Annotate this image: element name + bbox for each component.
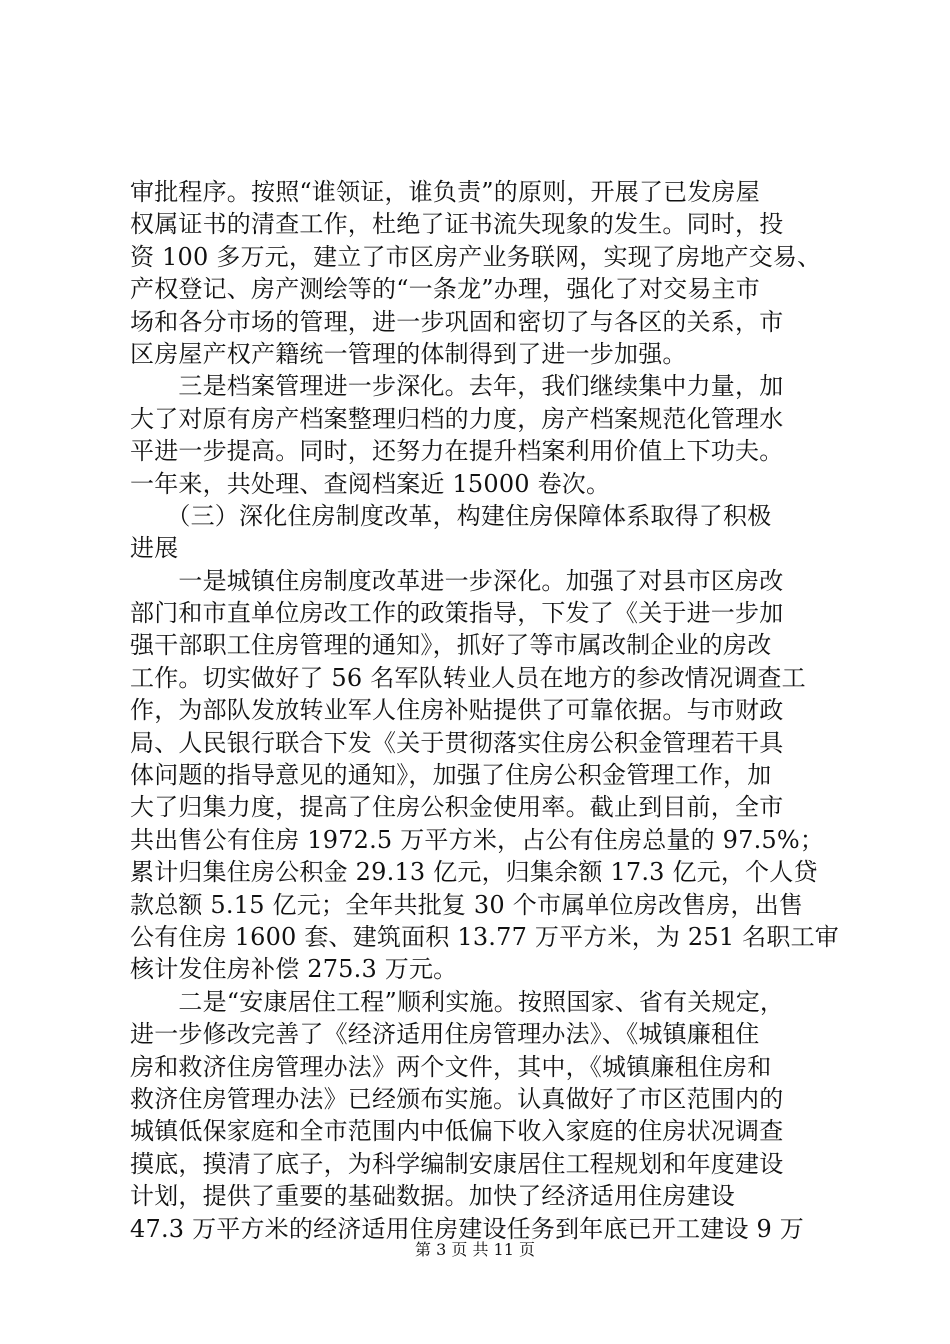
text-line: 一年来，共处理、查阅档案近 15000 卷次。 bbox=[130, 469, 611, 498]
text-line: 局、人民银行联合下发《关于贯彻落实住房公积金管理若干具 bbox=[130, 728, 784, 757]
text-line: 核计发住房补偿 275.3 万元。 bbox=[130, 955, 458, 984]
text-line: 进一步修改完善了《经济适用住房管理办法》、《城镇廉租住 bbox=[130, 1020, 760, 1049]
text-line: 资 100 多万元，建立了市区房产业务联网，实现了房地产交易、 bbox=[130, 242, 822, 271]
text-line: 区房屋产权产籍统一管理的体制得到了进一步加强。 bbox=[130, 339, 687, 368]
text-line: 救济住房管理办法》已经颁布实施。认真做好了市区范围内的 bbox=[130, 1084, 784, 1113]
section-heading-line: 进展 bbox=[130, 534, 179, 563]
text-line: 二是“安康居住工程”顺利实施。按照国家、省有关规定， bbox=[130, 987, 785, 1016]
page-number-footer: 第 3 页 共 11 页 bbox=[415, 1240, 535, 1259]
text-line: 摸底，摸清了底子，为科学编制安康居住工程规划和年度建设 bbox=[130, 1149, 784, 1178]
text-line: 审批程序。按照“谁领证，谁负责”的原则，开展了已发房屋 bbox=[130, 178, 760, 206]
text-line: 体问题的指导意见的通知》，加强了住房公积金管理工作，加 bbox=[130, 761, 772, 790]
text-line: 大了归集力度，提高了住房公积金使用率。截止到目前，全市 bbox=[130, 793, 784, 822]
section-heading-line: （三）深化住房制度改革，构建住房保障体系取得了积极 bbox=[130, 501, 772, 530]
text-line: 权属证书的清查工作，杜绝了证书流失现象的发生。同时，投 bbox=[130, 210, 784, 239]
text-line: 工作。切实做好了 56 名军队转业人员在地方的参改情况调查工 bbox=[130, 663, 806, 692]
text-line: 款总额 5.15 亿元；全年共批复 30 个市属单位房改售房，出售 bbox=[130, 890, 804, 919]
text-line: 一是城镇住房制度改革进一步深化。加强了对县市区房改 bbox=[130, 566, 784, 595]
text-line: 场和各分市场的管理，进一步巩固和密切了与各区的关系，市 bbox=[130, 307, 784, 336]
text-line: 房和救济住房管理办法》两个文件，其中，《城镇廉租住房和 bbox=[130, 1052, 772, 1081]
text-line: 47.3 万平方米的经济适用住房建设任务到年底已开工建设 9 万 bbox=[130, 1214, 804, 1243]
text-line: 作，为部队发放转业军人住房补贴提供了可靠依据。与市财政 bbox=[130, 696, 784, 725]
text-line: 公有住房 1600 套、建筑面积 13.77 万平方米，为 251 名职工审 bbox=[130, 922, 839, 951]
document-body bbox=[130, 176, 839, 1245]
text-line: 累计归集住房公积金 29.13 亿元，归集余额 17.3 亿元，个人贷 bbox=[130, 858, 818, 887]
text-line: 强干部职工住房管理的通知》，抓好了等市属改制企业的房改 bbox=[130, 631, 772, 660]
text-line: 大了对原有房产档案整理归档的力度，房产档案规范化管理水 bbox=[130, 404, 784, 433]
text-line: 城镇低保家庭和全市范围内中低偏下收入家庭的住房状况调查 bbox=[130, 1117, 784, 1146]
text-line: 计划，提供了重要的基础数据。加快了经济适用住房建设 bbox=[130, 1182, 735, 1211]
text-line: 共出售公有住房 1972.5 万平方米，占公有住房总量的 97.5%； bbox=[130, 825, 825, 854]
text-line: 部门和市直单位房改工作的政策指导，下发了《关于进一步加 bbox=[130, 599, 784, 628]
text-line: 三是档案管理进一步深化。去年，我们继续集中力量，加 bbox=[130, 372, 784, 401]
text-line: 产权登记、房产测绘等的“一条龙”办理，强化了对交易主市 bbox=[130, 275, 760, 304]
text-line: 平进一步提高。同时，还努力在提升档案利用价值上下功夫。 bbox=[130, 437, 784, 466]
